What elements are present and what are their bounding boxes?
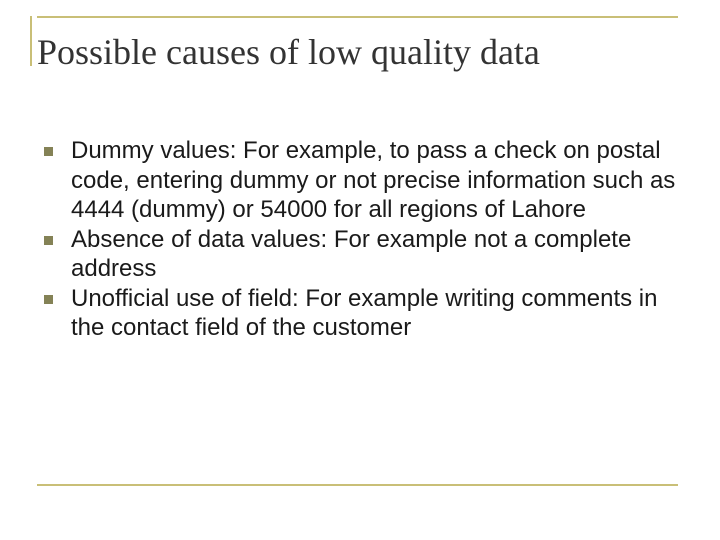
bullet-list bbox=[44, 136, 684, 343]
left-rule bbox=[30, 16, 32, 66]
square-bullet-icon bbox=[44, 147, 53, 156]
square-bullet-icon bbox=[44, 236, 53, 245]
bullet-item bbox=[44, 225, 684, 284]
bullet-text: Dummy values: For example, to pass a check on postal code, entering dummy or not precise information such as 4444 (dummy) or 54000 for all regions of Lahore bbox=[71, 137, 676, 223]
bullet-text: Absence of data values: For example not a complete address bbox=[71, 225, 632, 282]
bullet-text: Unofficial use of field: For example writing comments in the contact field of the customer bbox=[71, 284, 658, 341]
top-rule bbox=[37, 16, 678, 18]
square-bullet-icon bbox=[44, 295, 53, 304]
slide-title: Possible causes of low quality data bbox=[37, 32, 540, 72]
bottom-rule bbox=[37, 484, 678, 486]
bullet-item bbox=[44, 136, 684, 225]
bullet-item bbox=[44, 284, 684, 343]
